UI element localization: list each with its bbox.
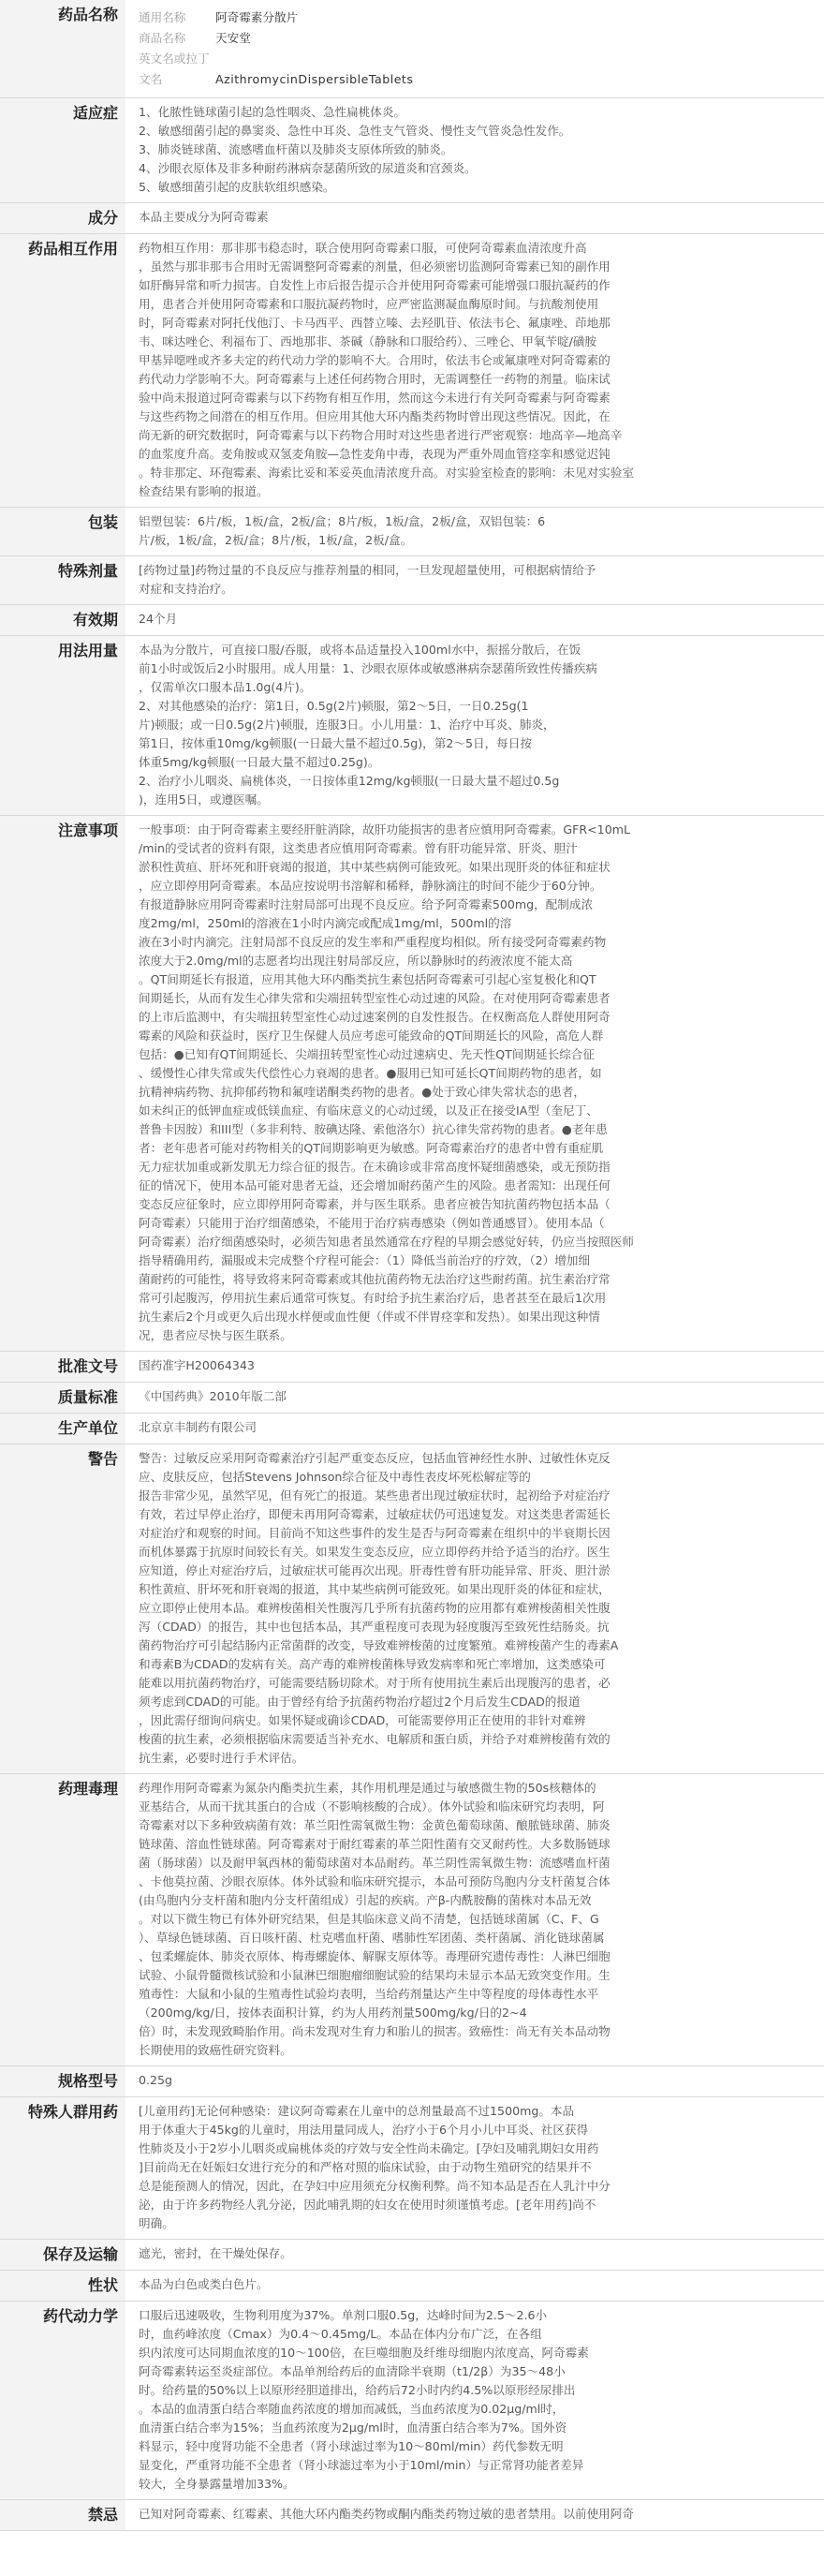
spec-row-interactions [0, 234, 824, 508]
spec-text-line: 液在3小时内滴完。注射局部不良反应的发生率和严重程度均相似。所有接受阿奇霉素药物 [139, 935, 607, 949]
spec-row-label: 规格型号 [0, 2066, 125, 2097]
spec-text-line: 尚无新的研究数据时，阿奇霉素与以下药物合用时对这些患者进行严密观察：地高辛—地高辛 [139, 428, 623, 442]
spec-text-line: 血清蛋白结合率为15%；当血药浓度为2μg/ml时，血清蛋白结合率为7%。国外资 [139, 2421, 567, 2435]
spec-text-line: 。QT间期延长有报道，应用其他大环内酯类抗生素包括阿奇霉素可引起心室复极化和QT [139, 972, 596, 986]
spec-text-line: 用，患者合并使用阿奇霉素和口服抗凝药物时，应严密监测凝血酶原时间。与抗酸剂使用 [139, 297, 599, 311]
spec-text-line: 对症和支持治疗。 [139, 582, 233, 596]
spec-row-approval [0, 1352, 824, 1383]
spec-row-warning [0, 1444, 824, 1774]
brand-name-value: 天安堂 [215, 31, 251, 45]
spec-text-line: 。特非那定、环孢霉素、海索比妥和苯妥英血清浓度升高。对实验室检查的影响：未见对实验室 [139, 466, 634, 480]
spec-text-line: 倍）时，未发现致畸胎作用。尚未发现对生育力和胎儿的损害。致癌性：尚无有关本品动物 [139, 2024, 611, 2038]
spec-row-label: 适应症 [0, 98, 125, 203]
spec-text-line: 4、沙眼衣原体及非多种耐药淋病奈瑟菌所致的尿道炎和宫颈炎。 [139, 161, 477, 175]
spec-row-pharmacology [0, 1774, 824, 2066]
spec-row-package [0, 508, 824, 556]
spec-text-line: 甲基异噁唑或齐多夫定的药代动力学的影响不大。合用时，依法韦仑或氟康唑对阿奇霉素的 [139, 353, 611, 367]
spec-text-line: 淤积性黄疸、肝坏死和肝衰竭的报道，其中某些病例可能致死。如果出现肝炎的体征和症状 [139, 860, 611, 874]
spec-text-line: 的上市后监测中，有尖端扭转型室性心动过速案例的自发性报告。在权衡高危人群使用阿奇 [139, 1010, 611, 1024]
spec-text-line: 韦、咪达唑仑、利福布丁、西地那非、茶碱（静脉和口服给药）、三唑仑、甲氧苄啶/磺胺 [139, 334, 597, 348]
spec-text-line: (由鸟胞内分支杆菌和胞内分支杆菌组成）引起的疾病。产β-内酰胺酶的菌株对本品无效 [139, 1893, 592, 1907]
english-name-line [139, 49, 815, 90]
generic-name-line [139, 7, 815, 28]
spec-row-label: 用法用量 [0, 636, 125, 816]
spec-text-line: [儿童用药]无论何种感染：建议阿奇霉素在儿童中的总剂量最高不过1500mg。本品 [139, 2104, 575, 2118]
spec-text-line: ，应立即停用阿奇霉素。本品应按说明书溶解和稀释，静脉滴注的时间不能少于60分钟。 [139, 879, 602, 893]
spec-text-line: 第1日，按体重10mg/kg顿服(一日最大量不超过0.5g)，第2～5日，每日按 [139, 736, 532, 750]
spec-text-line: 征的情况下，使用本品可能对患者无益，还会增加耐药菌产生的风险。患者需知：出现任何 [139, 1178, 611, 1192]
spec-text-line: 如肝酶异常和听力损害。自发性上市后报告提示合并使用阿奇霉素可能增强口服抗凝药的作 [139, 278, 611, 292]
spec-text-line: 、卡他莫拉菌、沙眼衣原体。体外试验和临床研究提示，本品可预防鸟胞内分支杆菌复合体 [139, 1874, 611, 1888]
spec-row-special-groups [0, 2097, 824, 2240]
spec-row-special-population [0, 556, 824, 605]
spec-row-value [125, 1383, 824, 1414]
spec-text-line: 变态反应征象时，应立即停用阿奇霉素，并与医生联系。患者应被告知抗菌药物包括本品（ [139, 1197, 611, 1211]
spec-row-value [125, 203, 824, 234]
spec-row-pharmacokinetics [0, 2302, 824, 2500]
spec-text-line: 时，阿奇霉素对阿托伐他汀、卡马西平、西替立嗪、去羟肌苷、依法韦仑、氟康唑、茚地那 [139, 316, 611, 330]
spec-text-line: 片/板，1板/盒，2板/盒；8片/板，1板/盒，2板/盒。 [139, 533, 413, 547]
spec-text-line: 一般事项：由于阿奇霉素主要经肝脏消除，故肝功能损害的患者应慎用阿奇霉素。GFR<10mL [139, 822, 630, 836]
spec-text-line: 织内浓度可达同期血浓度的10～100倍，在巨噬细胞及纤维母细胞内浓度高，阿奇霉素 [139, 2346, 589, 2360]
spec-row-value [125, 1444, 824, 1774]
spec-text-line: 料显示，轻中度肾功能不全患者（肾小球滤过率为10～80ml/min）药代参数无明 [139, 2439, 564, 2453]
spec-row-value [125, 98, 824, 203]
spec-row-validity [0, 605, 824, 636]
spec-row-label: 生产单位 [0, 1414, 125, 1444]
spec-text-line: 时。给药量的50%以上以原形经胆道排出，给药后72小时内约4.5%以原形经尿排出 [139, 2383, 576, 2397]
spec-text-line: 本品主要成分为阿奇霉素 [139, 210, 269, 224]
spec-text-line: 梭菌的抗生素，必须根据临床需要适当补充水、电解质和蛋白质，并给予对难辨梭菌有效的 [139, 1732, 611, 1746]
spec-text-line: （200mg/kg/日，按体表面积计算，约为人用药剂量500mg/kg/日的2~4 [139, 2006, 527, 2020]
brand-name-key: 商品名称 [139, 31, 186, 45]
spec-text-line: 和毒素B为CDAD的发病有关。高产毒的难辨梭菌株导致发病率和死亡率增加，这类感染可 [139, 1657, 606, 1671]
spec-text-line: 如未纠正的低钾血症或低镁血症、有临床意义的心动过缓，以及正在接受IA型（奎尼丁、 [139, 1103, 598, 1118]
spec-text-line: 须考虑到CDAD的可能。由于曾经有给予抗菌药物治疗超过2个月后发生CDAD的报道 [139, 1695, 581, 1709]
spec-row-value [125, 2097, 824, 2240]
spec-text-line: 普鲁卡因胺）和III型（多非利特、胺碘达隆、索他洛尔）抗心律失常药物的患者。●老年患 [139, 1122, 608, 1136]
spec-text-line: 总是能预测人的情况，因此，在孕妇中应用须充分权衡利弊。尚不知本品是否在人乳汁中分 [139, 2179, 611, 2193]
spec-text-line: [药物过量]药物过量的不良反应与推荐剂量的相同，一旦发现超量使用，可根据病情给予 [139, 563, 596, 577]
spec-row-label: 性状 [0, 2271, 125, 2302]
spec-text-line: 北京京丰制药有限公司 [139, 1420, 257, 1434]
spec-text-line: 本品为白色或类白色片。 [139, 2277, 269, 2291]
spec-text-line: 泌，由于许多药物经人乳分泌，因此哺乳期的妇女在使用时须谨慎考虑。[老年用药]尚不 [139, 2198, 596, 2212]
spec-text-line: ，因此需仔细询问病史。如果怀疑或确诊CDAD，可能需要停用正在使用的非针对难辨 [139, 1713, 586, 1727]
spec-row-label: 禁忌 [0, 2500, 125, 2531]
generic-name-key: 通用名称 [139, 10, 186, 24]
spec-row-drug-name [0, 0, 824, 98]
spec-row-value [125, 1414, 824, 1444]
spec-text-line: 菌药物治疗可引起结肠内正常菌群的改变，导致难辨梭菌的过度繁殖。难辨梭菌产生的毒素A [139, 1638, 619, 1652]
spec-text-line: 片)顿服；或一日0.5g(2片)顿服，连服3日。小儿用量：1、治疗中耳炎、肺炎， [139, 718, 555, 732]
spec-text-line: ，虽然与那非那韦合用时无需调整阿奇霉素的剂量，但必须密切监测阿奇霉素已知的副作用 [139, 259, 611, 274]
spec-text-line: 能难以用抗菌药物治疗，可能需要结肠切除术。对于所有使用抗生素后出现腹泻的患者，必 [139, 1676, 611, 1690]
spec-row-value [125, 605, 824, 636]
spec-row-dosage [0, 636, 824, 816]
spec-row-label: 药理毒理 [0, 1774, 125, 2066]
spec-text-line: 报告非常少见，虽然罕见，但有死亡的报道。某些患者出现过敏症状时，起初给予对症治疗 [139, 1488, 611, 1503]
spec-row-manufacturer [0, 1414, 824, 1444]
spec-text-line: )，连用5日，或遵医嘱。 [139, 792, 269, 807]
spec-text-line: 前1小时或饭后2小时服用。成人用量：1、沙眼衣原体或敏感淋病奈瑟菌所致性传播疾病 [139, 661, 598, 675]
spec-text-line: 奇霉素对以下多种致病菌有效：革兰阳性需氧微生物：金黄色葡萄球菌、酿脓链球菌、肺炎 [139, 1818, 611, 1832]
spec-text-line: 链球菌、溶血性链球菌。阿奇霉素对于耐红霉素的革兰阳性菌有交叉耐药性。大多数肠链球 [139, 1837, 611, 1851]
spec-text-line: 5、敏感细菌引起的皮肤软组织感染。 [139, 180, 335, 194]
spec-row-label: 药代动力学 [0, 2302, 125, 2500]
spec-text-line: 2、治疗小儿咽炎、扁桃体炎，一日按体重12mg/kg顿服(一日最大量不超过0.5g [139, 774, 560, 788]
spec-text-line: 应、皮肤反应，包括Stevens Johnson综合征及中毒性表皮坏死松解症等的 [139, 1470, 531, 1484]
spec-text-line: 长期使用的致癌性研究资料。 [139, 2043, 292, 2057]
spec-text-line: 者：老年患者可能对药物相关的QT间期影响更为敏感。阿奇霉素治疗的患者中曾有重症肌 [139, 1141, 604, 1155]
spec-text-line: 菌（肠球菌）以及耐甲氧西林的葡萄球菌对本品耐药。革兰阴性需氧微生物：流感嗜血杆菌 [139, 1856, 611, 1870]
spec-row-label: 有效期 [0, 605, 125, 636]
spec-text-line: 体重5mg/kg顿服(一日最大量不超过0.25g)。 [139, 755, 380, 769]
spec-row-label: 注意事项 [0, 816, 125, 1352]
spec-text-line: 积性黄疸、肝坏死和肝衰竭的报道，其中某些病例可能致死。如果出现肝炎的体征和症状， [139, 1582, 611, 1596]
spec-row-value [125, 234, 824, 508]
spec-text-line: 有效，若过早停止治疗，即便未再用阿奇霉素，过敏症状仍可迅速复发。对这类患者需延长 [139, 1507, 611, 1521]
spec-text-line: 、缓慢性心律失常或失代偿性心力衰竭的患者。●服用已知可延长QT间期药物的患者，如 [139, 1066, 602, 1080]
spec-text-line: 况，患者应尽快与医生联系。 [139, 1328, 292, 1342]
spec-row-label: 特殊人群用药 [0, 2097, 125, 2240]
spec-row-label: 成分 [0, 203, 125, 234]
spec-text-line: 阿奇霉素转运至炎症部位。本品单剂给药后的血清除半衰期（t1/2β）为35～48小 [139, 2364, 566, 2378]
spec-row-label: 药品名称 [0, 0, 125, 98]
spec-text-line: 殖毒性：大鼠和小鼠的生殖毒性试验均表明，当给药剂量达产生中等程度的母体毒性水平 [139, 1987, 599, 2001]
spec-text-line: 指导精确用药，漏服或未完成整个疗程可能会：（1）降低当前治疗的疗效，（2）增加细 [139, 1253, 590, 1267]
spec-text-line: 遮光，密封，在干燥处保存。 [139, 2246, 292, 2260]
spec-text-line: 。本品的血清蛋白结合率随血药浓度的增加而减低，当血药浓度为0.02μg/ml时， [139, 2402, 565, 2416]
spec-row-value [125, 2500, 824, 2531]
spec-text-line: 口服后迅速吸收，生物利用度为37%。单剂口服0.5g，达峰时间为2.5～2.6小 [139, 2308, 548, 2322]
spec-text-line: 较大，全身暴露量增加33%。 [139, 2477, 295, 2491]
spec-row-label: 特殊剂量 [0, 556, 125, 605]
spec-text-line: 药理作用阿奇霉素为氮杂内酯类抗生素，其作用机理是通过与敏感微生物的50s核糖体的 [139, 1781, 596, 1795]
spec-text-line: 而机体暴露于抗原时间较长有关。如果发生变态反应，应立即停药并给予适当的治疗。医生 [139, 1545, 611, 1559]
spec-row-value [125, 2066, 824, 2097]
spec-text-line: 本品为分散片，可直接口服/吞服，或将本品适量投入100ml水中，振摇分散后，在饭 [139, 643, 581, 657]
spec-row-label: 质量标准 [0, 1383, 125, 1414]
spec-row-label: 药品相互作用 [0, 234, 125, 508]
spec-row-value [125, 2271, 824, 2302]
spec-row-indications [0, 98, 824, 203]
spec-text-line: 药物相互作用：那非那韦稳态时，联合使用阿奇霉素口服，可使阿奇霉素血清浓度升高 [139, 241, 587, 255]
spec-text-line: /min的受试者的资料有限，这类患者应慎用阿奇霉素。曾有肝功能异常、肝炎、胆汁 [139, 841, 578, 855]
spec-row-value [125, 1352, 824, 1383]
spec-text-line: 菌耐药的可能性，将导致将来阿奇霉素或其他抗菌药物无法治疗这些耐药菌。抗生素治疗常 [139, 1272, 611, 1286]
spec-text-line: 间期延长，从而有发生心律失常和尖端扭转型室性心动过速的风险。在对使用阿奇霉素患者 [139, 991, 611, 1005]
spec-text-line: 2、敏感细菌引起的鼻窦炎、急性中耳炎、急性支气管炎、慢性支气管炎急性发作。 [139, 124, 571, 138]
spec-text-line: 亚基结合，从而干扰其蛋白的合成（不影响核酸的合成）。体外试验和临床研究均表明，阿 [139, 1799, 605, 1814]
spec-row-label: 包装 [0, 508, 125, 556]
spec-text-line: 验中尚未报道过阿奇霉素与以下药物有相互作用，然而这今未进行有关阿奇霉素与阿奇霉素 [139, 391, 611, 405]
drug-name-values [125, 0, 824, 98]
spec-text-line: 抗生素，必要时进行手术评估。 [139, 1751, 304, 1765]
spec-text-line: 与这些药物之间潜在的相互作用。但应用其他大环内酯类药物时曾出现这些情况。因此，在 [139, 409, 611, 423]
spec-row-label: 警告 [0, 1444, 125, 1774]
spec-row-label: 批准文号 [0, 1352, 125, 1383]
spec-row-value [125, 2302, 824, 2500]
spec-row-value [125, 636, 824, 816]
spec-text-line: 抗精神病药物、抗抑郁药物和氟喹诺酮类药物的患者。●处于致心律失常状态的患者， [139, 1085, 585, 1099]
spec-text-line: 已知对阿奇霉素、红霉素、其他大环内酯类药物或酮内酯类药物过敏的患者禁用。以前使用阿奇 [139, 2507, 634, 2521]
spec-row-standard [0, 1383, 824, 1414]
spec-row-contraindications [0, 2500, 824, 2531]
spec-text-line: 药代动力学影响不大。阿奇霉素与上述任何药物合用时，无需调整任一药物的剂量。临床试 [139, 372, 611, 386]
spec-text-line: 《中国药典》2010年版二部 [139, 1389, 287, 1403]
spec-text-line: 泻（CDAD）的报告，其中也包括本品，其严重程度可表现为轻度腹泻至致死性结肠炎。抗 [139, 1620, 610, 1634]
spec-text-line: 应知道，停止对症治疗后，过敏症状可能再次出现。肝毒性曾有肝功能异常、肝炎、胆汁淤 [139, 1563, 611, 1577]
spec-text-line: 检查结果有影响的报道。 [139, 484, 269, 498]
spec-text-line: 铝塑包装：6片/板，1板/盒，2板/盒；8片/板，1板/盒，2板/盒，双铝包装：6 [139, 514, 546, 528]
spec-text-line: 、包柔螺旋体、肺炎衣原体、梅毒螺旋体、解脲支原体等。毒理研究遗传毒性：人淋巴细胞 [139, 1949, 611, 1963]
spec-row-value [125, 2240, 824, 2271]
spec-text-line: 明确。 [139, 2216, 174, 2230]
spec-text-line: 2、对其他感染的治疗：第1日，0.5g(2片)顿服，第2～5日，一日0.25g(1 [139, 699, 529, 713]
spec-text-line: 显变化，严重肾功能不全患者（肾小球滤过率为小于10ml/min）与正常肾功能者差异 [139, 2458, 584, 2472]
spec-row-storage [0, 2240, 824, 2271]
spec-text-line: 对症治疗和观察的时间。目前尚不知这些事件的发生是否与阿奇霉素在组织中的半衰期长因 [139, 1526, 611, 1540]
spec-text-line: 24个月 [139, 612, 178, 626]
spec-row-value [125, 556, 824, 605]
spec-text-line: 无力症状加重或新发肌无力综合征的报告。在未确诊或非常高度怀疑细菌感染，或无预防指 [139, 1160, 611, 1174]
spec-text-line: 时，血药峰浓度（Cmax）为0.4～0.45mg/L。本品在体内分布广泛，在各组 [139, 2327, 542, 2341]
spec-row-precautions [0, 816, 824, 1352]
spec-row-appearance [0, 2271, 824, 2302]
spec-text-line: 有报道静脉应用阿奇霉素时注射局部可出现不良反应。给予阿奇霉素500mg，配制成浓 [139, 897, 594, 911]
spec-text-line: 3、肺炎链球菌、流感嗜血杆菌以及肺炎支原体所致的肺炎。 [139, 142, 453, 156]
spec-text-line: 警告：过敏反应采用阿奇霉素治疗引起严重变态反应，包括血管神经性水肿、过敏性休克反 [139, 1451, 611, 1465]
spec-text-line: 霉素的风险和获益时，医疗卫生保健人员应考虑可能致命的QT间期延长的风险，高危人群 [139, 1029, 604, 1043]
spec-row-value [125, 508, 824, 556]
spec-text-line: ，仅需单次口服本品1.0g(4片)。 [139, 680, 312, 694]
spec-text-line: 试验、小鼠骨髓微核试验和小鼠淋巴细胞瘤细胞试验的结果均未显示本品无致突变作用。生 [139, 1968, 611, 1982]
spec-text-line: 包括：●已知有QT间期延长、尖端扭转型室性心动过速病史、先天性QT间期延长综合征 [139, 1047, 595, 1061]
spec-row-strength [0, 2066, 824, 2097]
spec-row-composition [0, 203, 824, 234]
spec-text-line: 的血浆度升高。麦角胺或双氢麦角胺—急性麦角中毒，表现为严重外周血管痉挛和感觉迟钝 [139, 447, 611, 461]
english-name-value: AzithromycinDispersibleTablets [215, 72, 414, 86]
spec-text-line: 性肺炎及小于2岁小儿咽炎或扁桃体炎的疗效与安全性尚未确定。[孕妇及哺乳期妇女用药 [139, 2141, 599, 2155]
spec-row-label: 保存及运输 [0, 2240, 125, 2271]
spec-row-value [125, 1774, 824, 2066]
spec-text-line: 国药准字H20064343 [139, 1358, 255, 1372]
spec-row-value [125, 816, 824, 1352]
spec-text-line: 0.25g [139, 2073, 173, 2087]
spec-text-line: ）、草绿色链球菌、百日咳杆菌、杜克嗜血杆菌、嗜肺性军团菌、类杆菌属、消化链球菌属 [139, 1931, 605, 1945]
spec-text-line: 用于体重大于45kg的儿童时，用法用量同成人，治疗小于6个月小儿中耳炎、社区获得 [139, 2123, 589, 2137]
spec-text-line: 阿奇霉素）治疗细菌感染时，必须告知患者虽然通常在疗程的早期会感觉好转，仍应当按照医师 [139, 1235, 634, 1249]
generic-name-value: 阿奇霉素分散片 [215, 10, 299, 24]
spec-text-line: 常可引起腹泻，停用抗生素后通常可恢复。有时给予抗生素治疗后，患者甚至在最后1次用 [139, 1291, 607, 1305]
spec-text-line: 。对以下微生物已有体外研究结果，但是其临床意义尚不清楚，包括链球菌属（C、F、G [139, 1912, 599, 1926]
spec-text-line: 度2mg/ml，250ml的溶液在1小时内滴完或配成1mg/ml，500ml的溶 [139, 916, 512, 930]
spec-text-line: ]目前尚无在妊娠妇女进行充分的和严格对照的临床试验，由于动物生殖研究的结果并不 [139, 2160, 592, 2174]
english-name-key: 英文名或拉丁文名 [139, 52, 210, 86]
brand-name-line [139, 28, 815, 49]
spec-text-line: 浓度大于2.0mg/ml的志愿者均出现注射局部反应，所以静脉时的药液浓度不能太高 [139, 954, 573, 968]
spec-text-line: 阿奇霉素）只能用于治疗细菌感染，不能用于治疗病毒感染（例如普通感冒）。使用本品（ [139, 1216, 605, 1230]
spec-text-line: 1、化脓性链球菌引起的急性咽炎、急性扁桃体炎。 [139, 105, 406, 119]
spec-text-line: 应立即停止使用本品。难辨梭菌相关性腹泻几乎所有抗菌药物的应用都有难辨梭菌相关性腹 [139, 1601, 611, 1615]
spec-text-line: 抗生素后2个月或更久后出现水样便或血性便（伴或不伴胃痉挛和发热）。如果出现这种情 [139, 1310, 600, 1324]
